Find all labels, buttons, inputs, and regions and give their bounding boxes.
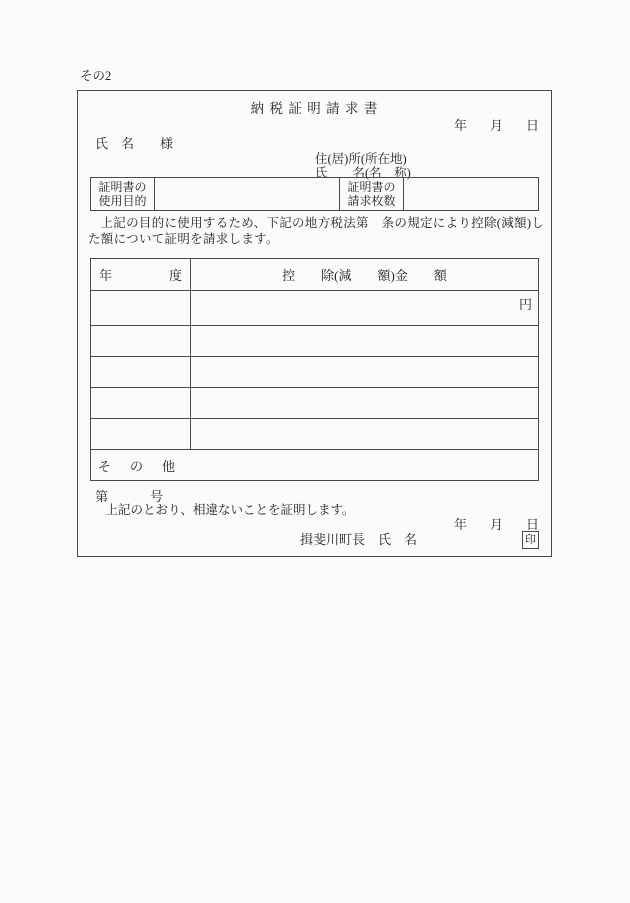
day-label: 日 [525,517,539,532]
amount-input-cell [191,388,539,419]
amount-input-cell [191,326,539,357]
year-input-cell [91,326,191,357]
form-variant-label: その2 [80,69,112,83]
purpose-label-line1: 証明書の [98,179,147,194]
deduction-amount-table [90,258,539,481]
year-label: 年 [453,517,467,532]
certification-statement: 上記のとおり、相違ないことを証明します。 [105,503,355,517]
purpose-input-cell [155,178,340,211]
applicant-name-label: 氏 名(名 称) [315,166,411,180]
day-label: 日 [525,118,539,133]
year-header-left: 年 [99,268,113,283]
copies-label-line1: 証明書の [347,179,396,194]
mayor-signature-line: 揖斐川町長 氏 名 [300,532,418,547]
other-row-label: そ の 他 [91,450,539,481]
number-prefix-label: 第 [95,489,109,504]
month-label: 月 [489,118,503,133]
year-column-header [91,259,191,291]
yen-unit-label: 円 [191,291,539,326]
number-suffix-label: 号 [150,489,164,504]
amount-column-header: 控 除(減 額)金 額 [191,259,539,291]
applicant-address-label: 住(居)所(所在地) [315,152,407,166]
purpose-label-line2: 使用目的 [98,194,147,208]
year-input-cell [91,357,191,388]
request-statement: 上記の目的に使用するため、下記の地方税法第 条の規定により控除(減額)した額について証明を請求します。 [88,216,545,246]
year-input-cell [91,419,191,450]
form-frame [77,90,552,557]
year-header-right: 度 [168,268,182,283]
amount-input-cell [191,419,539,450]
copies-input-cell [404,178,539,211]
month-label: 月 [489,517,503,532]
seal-mark: 印 [522,531,539,549]
year-input-cell [91,388,191,419]
copies-label-line2: 請求枚数 [347,194,396,208]
year-label: 年 [453,118,467,133]
amount-input-cell [191,357,539,388]
form-title: 納 税 証 明 請 求 書 [250,101,379,116]
purpose-label-cell [91,178,155,211]
year-input-cell [91,291,191,326]
issue-date-line [454,115,539,134]
addressee-line: 氏 名 様 [95,136,174,151]
certificate-purpose-table [90,177,539,211]
copies-label-cell [340,178,404,211]
